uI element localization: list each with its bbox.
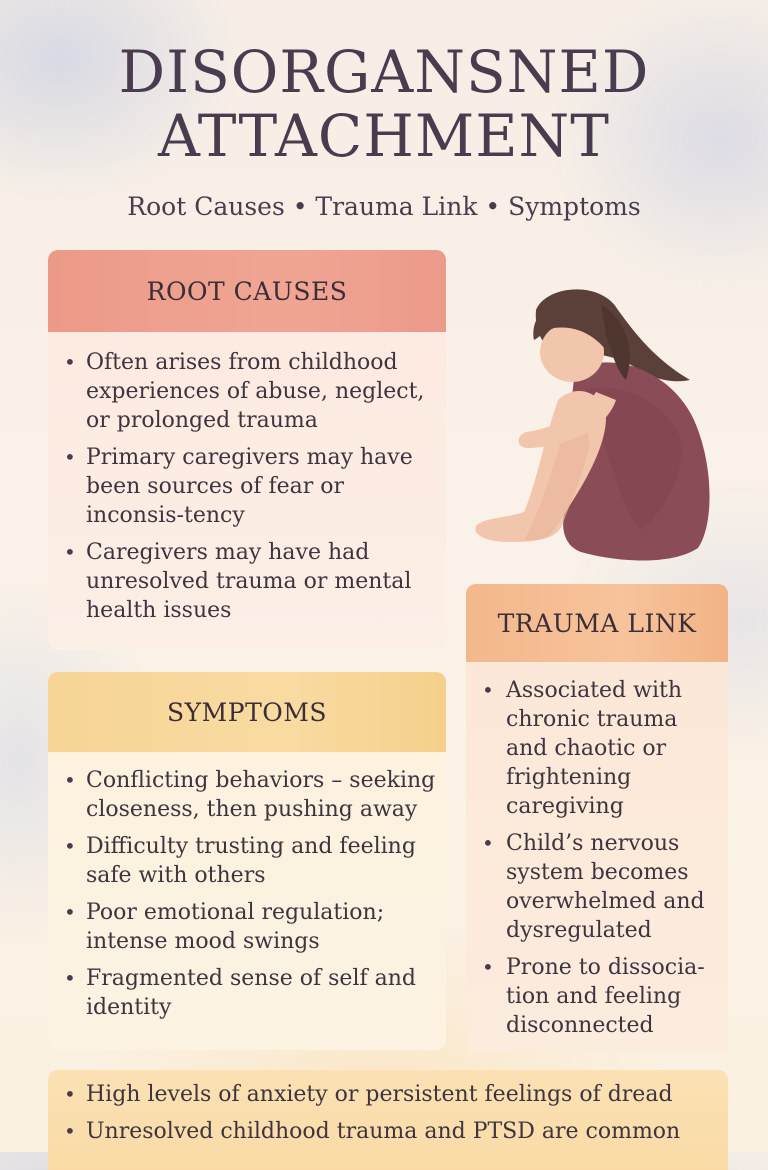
list-item: • Fragmented sense of self and identity [48, 964, 436, 1022]
additional-symptoms-band [48, 1070, 728, 1170]
title-line-2: ATTACHMENT [158, 102, 610, 170]
list-item: • Primary caregivers may have been sources of fear or inconsis-tency [48, 443, 432, 530]
additional-symptoms-list [48, 1070, 728, 1146]
page-subtitle: Root Causes • Trauma Link • Symptoms [127, 192, 641, 221]
list-item: • Conflicting behaviors – seeking closeness, then pushing away [48, 766, 436, 824]
list-item: • Poor emotional regulation; intense mood swings [48, 898, 436, 956]
trauma-link-list [466, 662, 728, 1040]
root-causes-heading: ROOT CAUSES [48, 250, 446, 332]
list-item: • Child’s nervous system becomes overwhelmed and dysregulated [466, 829, 720, 945]
symptoms-heading: SYMPTOMS [48, 672, 446, 752]
list-item: • Often arises from childhood experiences of abuse, neglect, or prolonged trauma [48, 348, 432, 435]
list-item: • High levels of anxiety or persistent feelings of dread [48, 1080, 728, 1109]
list-item: • Difficulty trusting and feeling safe with others [48, 832, 436, 890]
list-item: • Caregivers may have had unresolved trauma or mental health issues [48, 538, 432, 625]
page-title [0, 40, 768, 168]
symptoms-list [48, 752, 446, 1022]
list-item: • Associated with chronic trauma and chaotic or frightening caregiving [466, 676, 720, 821]
root-causes-list [48, 332, 446, 625]
list-item: • Prone to dissocia-tion and feeling disconnected [466, 953, 720, 1040]
sitting-woman-hugging-knees-illustration [466, 280, 722, 570]
trauma-link-heading: TRAUMA LINK [466, 584, 728, 662]
root-causes-card [48, 250, 446, 650]
list-item: • Unresolved childhood trauma and PTSD are common [48, 1117, 728, 1146]
title-line-1: DISORGANSNED [118, 38, 650, 106]
trauma-link-card [466, 584, 728, 1052]
symptoms-card [48, 672, 446, 1050]
